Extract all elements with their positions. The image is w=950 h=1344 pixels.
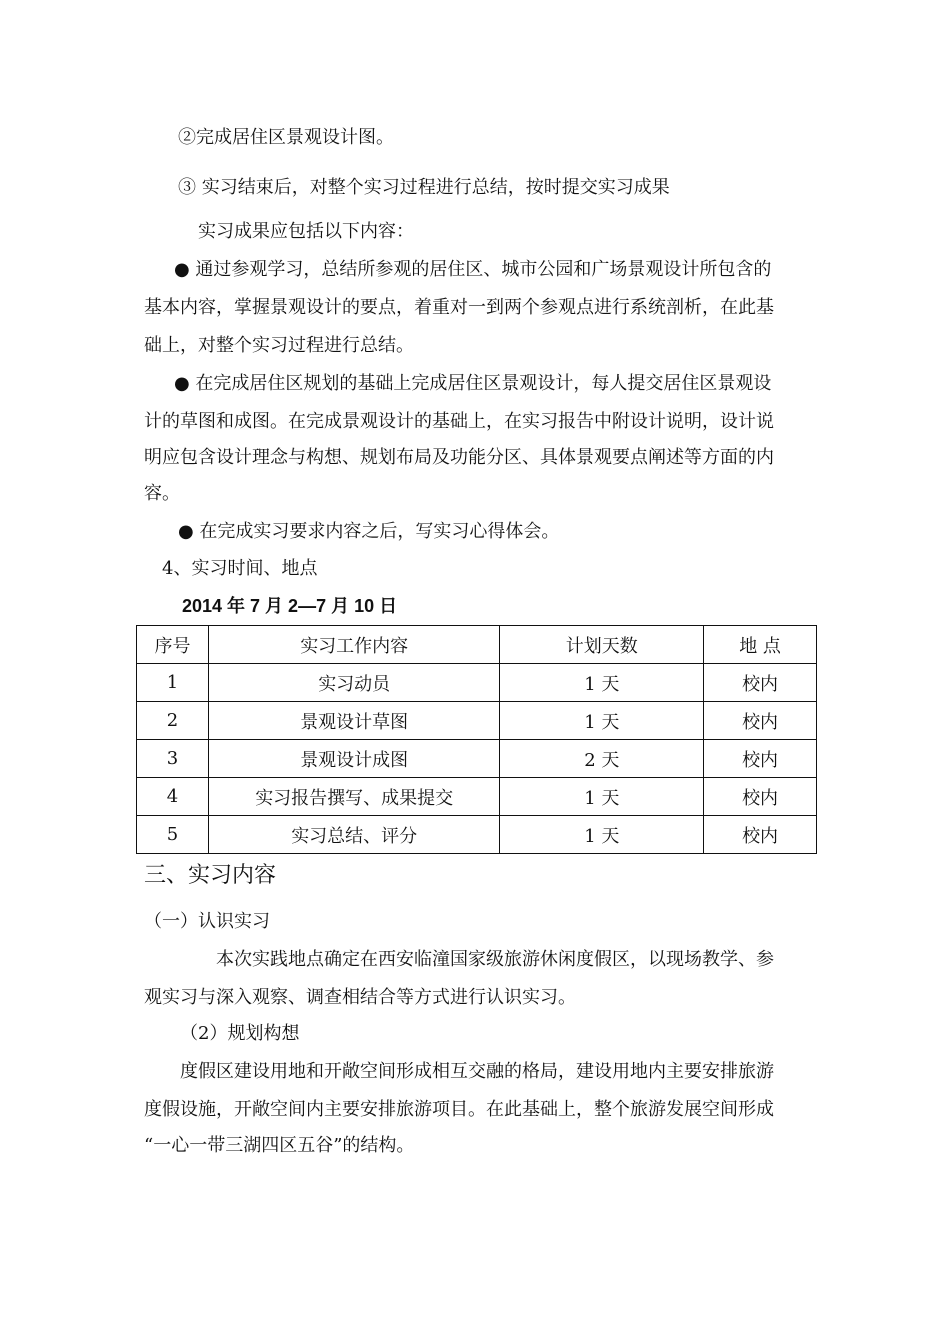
cell-content: 实习动员 (208, 664, 500, 702)
cell-days: 1 天 (500, 816, 704, 854)
paragraph-2-line-1: 度假区建设用地和开敞空间形成相互交融的格局，建设用地内主要安排旅游 (180, 1061, 774, 1082)
schedule-table (136, 625, 817, 854)
section-3-heading: 三、实习内容 (144, 863, 277, 888)
header-days: 计划天数 (500, 626, 704, 664)
cell-content: 景观设计成图 (208, 740, 500, 778)
section-4-heading: 4、实习时间、地点 (162, 558, 318, 579)
cell-index: 2 (137, 702, 209, 740)
cell-content: 景观设计草图 (208, 702, 500, 740)
cell-content: 实习报告撰写、成果提交 (208, 778, 500, 816)
table-row (137, 702, 817, 740)
cell-content: 实习总结、评分 (208, 816, 500, 854)
cell-index: 3 (137, 740, 209, 778)
cell-index: 1 (137, 664, 209, 702)
header-index: 序号 (137, 626, 209, 664)
bullet-1-line-2: 基本内容，掌握景观设计的要点，着重对一到两个参观点进行系统剖析，在此基 (144, 297, 774, 318)
table-row (137, 664, 817, 702)
cell-days: 1 天 (500, 778, 704, 816)
list-item-2: ②完成居住区景观设计图。 (178, 127, 394, 148)
paragraph-2-line-2: 度假设施，开敞空间内主要安排旅游项目。在此基础上，整个旅游发展空间形成 (144, 1099, 774, 1120)
cell-days: 2 天 (500, 740, 704, 778)
table-row (137, 740, 817, 778)
table-row (137, 816, 817, 854)
list-item-3: ③ 实习结束后，对整个实习过程进行总结，按时提交实习成果 (178, 177, 670, 198)
cell-location: 校内 (704, 816, 817, 854)
bullet-1-line-1: ● 通过参观学习，总结所参观的居住区、城市公园和广场景观设计所包含的 (174, 259, 772, 280)
bullet-2-line-2: 计的草图和成图。在完成景观设计的基础上，在实习报告中附设计说明，设计说 (144, 411, 774, 432)
cell-location: 校内 (704, 702, 817, 740)
bullet-2-line-3: 明应包含设计理念与构想、规划布局及功能分区、具体景观要点阐述等方面的内 (144, 447, 774, 468)
cell-location: 校内 (704, 740, 817, 778)
subsection-1-heading: （一）认识实习 (144, 911, 270, 932)
header-content: 实习工作内容 (208, 626, 500, 664)
cell-index: 5 (137, 816, 209, 854)
cell-location: 校内 (704, 664, 817, 702)
bullet-2-line-1: ● 在完成居住区规划的基础上完成居住区景观设计，每人提交居住区景观设 (174, 373, 772, 394)
schedule-date: 2014 年 7 月 2—7 月 10 日 (182, 596, 398, 616)
cell-index: 4 (137, 778, 209, 816)
cell-days: 1 天 (500, 664, 704, 702)
paragraph-1-line-1: 本次实践地点确定在西安临潼国家级旅游休闲度假区，以现场教学、参 (216, 949, 774, 970)
table-header-row (137, 626, 817, 664)
cell-days: 1 天 (500, 702, 704, 740)
bullet-2-line-4: 容。 (144, 483, 180, 504)
header-location: 地 点 (704, 626, 817, 664)
table-row (137, 778, 817, 816)
bullet-1-line-3: 础上，对整个实习过程进行总结。 (144, 335, 414, 356)
paragraph-1-line-2: 观实习与深入观察、调查相结合等方式进行认识实习。 (144, 987, 576, 1008)
results-intro: 实习成果应包括以下内容： (198, 221, 414, 242)
subsection-2-heading: （2）规划构想 (180, 1023, 300, 1044)
cell-location: 校内 (704, 778, 817, 816)
bullet-3: ● 在完成实习要求内容之后，写实习心得体会。 (178, 521, 560, 542)
paragraph-2-line-3: “一心一带三湖四区五谷”的结构。 (144, 1135, 415, 1156)
